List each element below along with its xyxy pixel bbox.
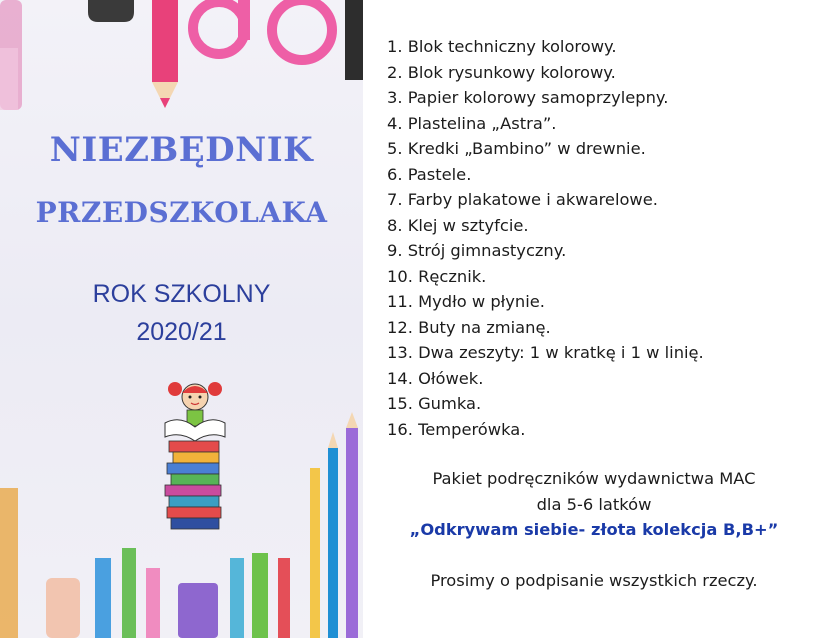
title-line-2: PRZEDSZKOLAKA (35, 196, 328, 229)
list-item: 5. Kredki „Bambino” w drewnie. (387, 139, 646, 158)
supply-list (387, 34, 704, 442)
list-item: 4. Plastelina „Astra”. (387, 113, 557, 133)
left-panel (0, 0, 363, 638)
list-item: 16. Temperówka. (387, 419, 526, 439)
textbook-title: „Odkrywam siebie- złota kolekcja B,B+” (409, 520, 779, 539)
school-supplies-bottom-decoration (0, 408, 363, 638)
school-year-value: 2020/21 (136, 318, 227, 346)
list-item: 2. Blok rysunkowy kolorowy. (387, 62, 616, 82)
list-item: 14. Ołówek. (387, 368, 484, 388)
list-item: 15. Gumka. (387, 394, 482, 413)
right-panel (363, 0, 825, 638)
labeling-request: Prosimy o podpisanie wszystkich rzeczy. (430, 571, 758, 590)
title-line-1: NIEZBĘDNIK (49, 130, 314, 170)
list-item: 13. Dwa zeszyty: 1 w kratkę i 1 w linię. (387, 343, 704, 362)
school-supplies-top-decoration (0, 0, 363, 115)
list-item: 10. Ręcznik. (387, 266, 487, 286)
list-item: 1. Blok techniczny kolorowy. (387, 37, 617, 56)
textbook-note-line-2: dla 5-6 latków (536, 495, 652, 514)
textbook-note-line-1: Pakiet podręczników wydawnictwa MAC (432, 469, 756, 488)
list-item: 7. Farby plakatowe i akwarelowe. (387, 190, 658, 209)
list-item: 3. Papier kolorowy samoprzylepny. (387, 88, 669, 107)
school-year-label: ROK SZKOLNY (92, 280, 271, 308)
list-item: 9. Strój gimnastyczny. (387, 241, 567, 260)
list-item: 12. Buty na zmianę. (387, 317, 551, 337)
list-item: 8. Klej w sztyfcie. (387, 215, 529, 235)
list-item: 6. Pastele. (387, 164, 472, 184)
list-item: 11. Mydło w płynie. (387, 292, 545, 311)
